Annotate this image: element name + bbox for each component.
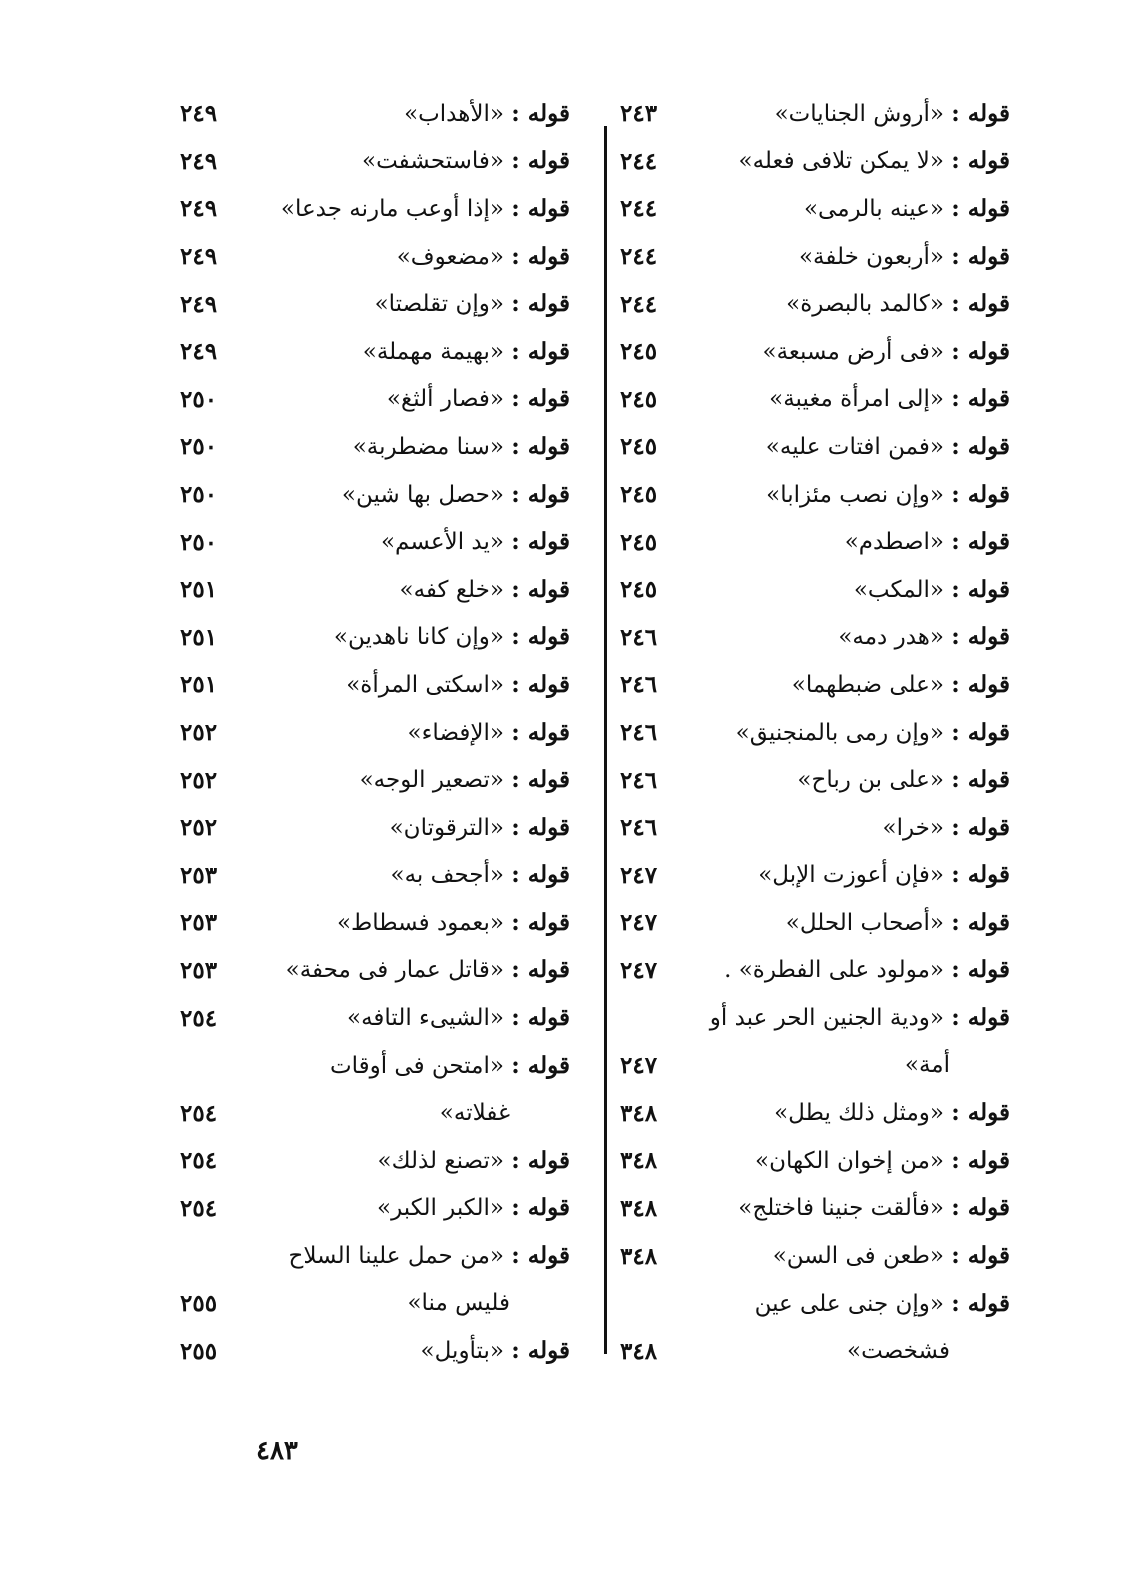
entry-quote: «فى أرض مسبعة» [762, 338, 944, 365]
page-number: ٤٨٣ [256, 1436, 298, 1466]
index-entry [180, 1042, 570, 1090]
entry-page-number: ٣٤٨ [620, 1099, 658, 1127]
entry-label: قوله : [951, 1194, 1010, 1222]
entry-quote: «اسكتى المرأة» [346, 671, 504, 698]
entry-quote: «وإن تقلصتا» [374, 291, 504, 318]
entry-text [352, 432, 570, 460]
index-entry [180, 756, 570, 804]
entry-text [360, 768, 570, 792]
entry-text [735, 718, 1010, 746]
index-entry [620, 376, 1010, 424]
index-entry [620, 852, 1010, 900]
entry-label: قوله : [511, 147, 570, 175]
entry-label: قوله : [511, 1337, 570, 1365]
entry-quote: «سنا مضطربة» [352, 433, 504, 460]
entry-quote: «ومثل ذلك يطل» [774, 1100, 944, 1127]
entry-page-number: ٢٤٤ [620, 147, 658, 175]
entry-quote: «إذا أوعب مارنه جدعا» [280, 195, 504, 222]
entry-page-number: ٢٤٩ [180, 195, 218, 223]
entry-quote: «وإن كانا ناهدين» [333, 624, 504, 651]
entry-page-number: ٢٥٥ [180, 1290, 218, 1318]
left-column [180, 90, 570, 1375]
entry-text [439, 1099, 570, 1126]
entry-page-number: ٣٤٨ [620, 1147, 658, 1175]
entry-label: قوله : [951, 956, 1010, 984]
entry-page-number: ٢٤٥ [620, 433, 658, 461]
entry-text [280, 194, 570, 222]
index-entry [620, 328, 1010, 376]
entry-page-number: ٣٤٨ [620, 1194, 658, 1222]
entry-quote: «أصحاب الحلل» [785, 909, 944, 936]
entry-page-number: ٢٥٠ [180, 528, 218, 556]
entry-text [407, 718, 570, 746]
entry-text [798, 242, 1010, 270]
index-entry [620, 471, 1010, 519]
entry-page-number: ٢٥٠ [180, 385, 218, 413]
entry-quote: «على بن رباح» [797, 767, 944, 794]
entry-text [399, 575, 570, 603]
entry-page-number: ٢٤٧ [620, 956, 658, 984]
index-entry [180, 1185, 570, 1233]
entry-label: قوله : [951, 385, 1010, 413]
entry-label: قوله : [511, 1146, 570, 1174]
entry-label: قوله : [951, 718, 1010, 746]
index-entry [180, 280, 570, 328]
entry-text [739, 149, 1010, 173]
entry-label: قوله : [951, 908, 1010, 936]
entry-text [381, 530, 570, 554]
entry-quote: «كالمد بالبصرة» [786, 291, 944, 318]
entry-quote: «تصنع لذلك» [377, 1147, 504, 1174]
entry-text [336, 908, 570, 936]
entry-quote: «مولود على الفطرة» . [724, 957, 944, 984]
index-entry [180, 994, 570, 1042]
entry-text [791, 670, 1010, 698]
entry-text [755, 1146, 1010, 1174]
entry-text [334, 625, 570, 649]
entry-label: قوله : [951, 99, 1010, 127]
index-entry [620, 899, 1010, 947]
index-entry [620, 661, 1010, 709]
entry-quote: «فمن افتات عليه» [765, 433, 944, 460]
entry-quote: «وإن جنى على عين [754, 1290, 944, 1317]
entry-text [407, 1292, 570, 1315]
entry-quote: «على ضبطهما» [791, 671, 944, 698]
entry-page-number: ٢٤٧ [620, 861, 658, 889]
entry-label: قوله : [951, 623, 1010, 651]
index-entry [620, 233, 1010, 281]
entry-label: قوله : [951, 861, 1010, 889]
entry-label: قوله : [951, 528, 1010, 556]
index-entry [180, 566, 570, 614]
entry-page-number: ٢٥١ [180, 671, 218, 699]
index-entry [620, 614, 1010, 662]
entry-page-number: ٢٤٩ [180, 338, 218, 366]
entry-quote: «الكبر الكبر» [377, 1195, 504, 1222]
entry-text [724, 958, 1010, 982]
entry-text [341, 480, 570, 508]
index-entry [620, 518, 1010, 566]
index-entry [620, 756, 1010, 804]
entry-text [421, 1339, 570, 1363]
entry-text [738, 1196, 1010, 1220]
index-entry [620, 709, 1010, 757]
entry-quote: «بتأويل» [420, 1338, 504, 1365]
entry-text [774, 1101, 1010, 1125]
entry-quote: فليس منا» [407, 1290, 510, 1317]
entry-text [838, 625, 1010, 649]
entry-quote: «هدر دمه» [838, 624, 944, 651]
entry-quote: «مضعوف» [396, 243, 504, 270]
index-entry [180, 518, 570, 566]
entry-text [387, 387, 570, 411]
entry-label: قوله : [511, 766, 570, 794]
entry-quote: «اصطدم» [844, 529, 944, 556]
entry-page-number: ٢٤٤ [620, 195, 658, 223]
entry-quote: «من إخوان الكهان» [755, 1147, 944, 1174]
entry-page-number: ٢٤٥ [620, 576, 658, 604]
entry-quote: أمة» [904, 1052, 950, 1079]
entry-label: قوله : [951, 670, 1010, 698]
entry-quote: «أجحف به» [390, 862, 504, 889]
index-entry [180, 328, 570, 376]
entry-quote: «فصار ألثغ» [386, 386, 504, 413]
index-entry [620, 280, 1010, 328]
index-entry [180, 947, 570, 995]
entry-label: قوله : [951, 480, 1010, 508]
entry-text [396, 242, 570, 270]
entry-quote: «حصل بها شين» [341, 481, 504, 508]
entry-label: قوله : [951, 1289, 1010, 1317]
entry-quote: «خرا» [882, 814, 944, 841]
entry-page-number: ٣٤٨ [620, 1242, 658, 1270]
entry-text [758, 863, 1010, 887]
entry-text [286, 958, 570, 982]
entry-text [375, 292, 570, 316]
entry-text [329, 1051, 570, 1079]
entry-page-number: ٢٥٢ [180, 719, 218, 747]
entry-label: قوله : [511, 670, 570, 698]
index-entry [180, 138, 570, 186]
index-entry [620, 185, 1010, 233]
entry-quote: «يد الأعسم» [380, 529, 504, 556]
entry-text [797, 768, 1010, 792]
entry-page-number: ٢٤٧ [620, 909, 658, 937]
entry-label: قوله : [951, 1146, 1010, 1174]
entry-text [391, 863, 570, 887]
index-entry [180, 614, 570, 662]
entry-text [847, 1337, 1010, 1364]
index-entry [180, 709, 570, 757]
index-entry [180, 1232, 570, 1280]
entry-label: قوله : [951, 290, 1010, 318]
entry-quote: «وإن نصب مئزابا» [766, 481, 944, 508]
entry-page-number: ٢٥٤ [180, 1004, 218, 1032]
entry-label: قوله : [951, 1099, 1010, 1127]
entry-page-number: ٢٤٩ [180, 290, 218, 318]
entry-page-number: ٢٤٣ [620, 100, 658, 128]
entry-text [762, 337, 1010, 365]
entry-quote: فشخصت» [847, 1337, 950, 1364]
entry-page-number: ٢٤٤ [620, 243, 658, 271]
index-entry [180, 899, 570, 947]
entry-quote: «الأهداب» [404, 100, 504, 127]
entry-quote: «وإن رمى بالمنجنيق» [735, 719, 944, 746]
index-entry [180, 804, 570, 852]
entry-page-number: ٢٤٦ [620, 814, 658, 842]
entry-page-number: ٢٥٠ [180, 433, 218, 461]
entry-label: قوله : [951, 432, 1010, 460]
entry-label: قوله : [511, 1004, 570, 1032]
entry-page-number: ٢٤٥ [620, 481, 658, 509]
entry-text [773, 1244, 1010, 1268]
entry-quote: غفلاته» [439, 1099, 510, 1126]
index-entry [180, 185, 570, 233]
entry-quote: «طعن فى السن» [772, 1243, 944, 1270]
entry-text [377, 1146, 571, 1174]
index-entry [620, 1042, 1010, 1090]
entry-page-number: ٢٥١ [180, 623, 218, 651]
entry-label: قوله : [511, 1051, 570, 1079]
index-entry [620, 947, 1010, 995]
entry-page-number: ٢٤٦ [620, 766, 658, 794]
entry-page-number: ٢٤٦ [620, 719, 658, 747]
entry-page-number: ٢٤٧ [620, 1052, 658, 1080]
entry-label: قوله : [511, 337, 570, 365]
entry-quote: «أربعون خلفة» [798, 243, 944, 270]
entry-page-number: ٢٤٥ [620, 338, 658, 366]
entry-page-number: ٣٤٨ [620, 1337, 658, 1365]
index-entry [180, 233, 570, 281]
entry-label: قوله : [951, 242, 1010, 270]
entry-label: قوله : [951, 766, 1010, 794]
entry-text [362, 337, 570, 365]
index-entry [620, 423, 1010, 471]
entry-quote: «من حمل علينا السلاح [288, 1243, 504, 1270]
entry-quote: «فاستحشفت» [362, 148, 504, 175]
index-entry [180, 423, 570, 471]
entry-label: قوله : [951, 337, 1010, 365]
entry-label: قوله : [511, 623, 570, 651]
entry-label: قوله : [511, 290, 570, 318]
index-entry [620, 1185, 1010, 1233]
index-entry [180, 376, 570, 424]
entry-page-number: ٢٥٣ [180, 909, 218, 937]
entry-quote: «ودية الجنين الحر عبد أو [709, 1005, 944, 1032]
entry-label: قوله : [511, 1194, 570, 1222]
entry-label: قوله : [511, 813, 570, 841]
entry-label: قوله : [511, 1242, 570, 1270]
entry-page-number: ٢٥٢ [180, 766, 218, 794]
entry-text [404, 99, 570, 127]
column-divider [604, 126, 607, 1354]
entry-label: قوله : [511, 242, 570, 270]
entry-quote: «تصعير الوجه» [359, 767, 504, 794]
entry-text [288, 1244, 570, 1268]
entry-text [710, 1006, 1010, 1030]
entry-quote: «خلع كفه» [399, 576, 504, 603]
index-entry [620, 1327, 1010, 1375]
entry-label: قوله : [511, 432, 570, 460]
index-entry [180, 1089, 570, 1137]
entry-page-number: ٢٤٦ [620, 671, 658, 699]
entry-quote: «المكب» [853, 576, 944, 603]
index-entry [180, 1280, 570, 1328]
entry-page-number: ٢٤٩ [180, 147, 218, 175]
entry-page-number: ٢٥٤ [180, 1147, 218, 1175]
index-entry [180, 1327, 570, 1375]
entry-page-number: ٢٥٤ [180, 1099, 218, 1127]
index-entry [620, 1089, 1010, 1137]
index-entry [180, 852, 570, 900]
entry-text [803, 194, 1010, 222]
entry-text [769, 387, 1010, 411]
entry-quote: «الشيىء التافه» [347, 1005, 504, 1032]
entry-quote: «فألقت جنينا فاختلج» [738, 1195, 944, 1222]
entry-text [853, 575, 1010, 603]
entry-label: قوله : [511, 385, 570, 413]
index-entry [620, 1280, 1010, 1328]
entry-text [845, 530, 1010, 554]
entry-text [754, 1289, 1010, 1317]
entry-text [377, 1196, 570, 1220]
entry-text [774, 99, 1010, 127]
index-entry [180, 1137, 570, 1185]
entry-text [905, 1054, 1010, 1077]
entry-page-number: ٢٥١ [180, 576, 218, 604]
entry-page-number: ٢٥٤ [180, 1194, 218, 1222]
entry-label: قوله : [951, 194, 1010, 222]
index-entry [180, 471, 570, 519]
entry-text [389, 813, 570, 841]
entry-page-number: ٢٤٥ [620, 385, 658, 413]
entry-label: قوله : [951, 1004, 1010, 1032]
entry-quote: «امتحن فى أوقات [329, 1052, 504, 1079]
entry-label: قوله : [511, 861, 570, 889]
entry-text [766, 480, 1010, 508]
entry-page-number: ٢٥٢ [180, 814, 218, 842]
entry-quote: «إلى امرأة مغيبة» [769, 386, 944, 413]
index-entry [620, 566, 1010, 614]
entry-page-number: ٢٥٥ [180, 1337, 218, 1365]
entry-text [765, 432, 1010, 460]
entry-page-number: ٢٥٣ [180, 861, 218, 889]
entry-label: قوله : [951, 147, 1010, 175]
entry-page-number: ٢٤٦ [620, 623, 658, 651]
entry-quote: «بهيمة مهملة» [362, 338, 504, 365]
entry-label: قوله : [511, 194, 570, 222]
entry-quote: «بعمود فسطاط» [336, 909, 504, 936]
entry-quote: «عينه بالرمى» [803, 195, 944, 222]
entry-label: قوله : [511, 956, 570, 984]
entry-page-number: ٢٤٩ [180, 243, 218, 271]
index-entry [620, 994, 1010, 1042]
right-column [620, 90, 1010, 1375]
entry-text [785, 908, 1010, 936]
index-entry [180, 661, 570, 709]
entry-text [347, 1006, 570, 1030]
entry-label: قوله : [951, 813, 1010, 841]
entry-label: قوله : [511, 528, 570, 556]
entry-quote: «الترقوتان» [389, 814, 504, 841]
entry-label: قوله : [511, 575, 570, 603]
entry-label: قوله : [511, 718, 570, 746]
entry-text [786, 292, 1010, 316]
entry-label: قوله : [951, 1242, 1010, 1270]
entry-quote: «أروش الجنايات» [774, 100, 944, 127]
entry-page-number: ٢٤٤ [620, 290, 658, 318]
entry-page-number: ٢٤٩ [180, 100, 218, 128]
entry-label: قوله : [511, 480, 570, 508]
entry-label: قوله : [951, 575, 1010, 603]
index-entry [620, 138, 1010, 186]
index-entry [620, 90, 1010, 138]
entry-quote: «لا يمكن تلافى فعله» [738, 148, 944, 175]
index-entry [620, 804, 1010, 852]
entry-text [346, 670, 570, 698]
entry-label: قوله : [511, 908, 570, 936]
entry-page-number: ٢٤٥ [620, 528, 658, 556]
index-entry [180, 90, 570, 138]
entry-text [362, 149, 570, 173]
entry-label: قوله : [511, 99, 570, 127]
entry-text [882, 813, 1010, 841]
entry-page-number: ٢٥٣ [180, 956, 218, 984]
index-entry [620, 1232, 1010, 1280]
index-entry [620, 1137, 1010, 1185]
entry-quote: «قاتل عمار فى محفة» [285, 957, 504, 984]
entry-page-number: ٢٥٠ [180, 481, 218, 509]
entry-quote: «فإن أعوزت الإبل» [758, 862, 944, 889]
entry-quote: «الإفضاء» [407, 719, 504, 746]
